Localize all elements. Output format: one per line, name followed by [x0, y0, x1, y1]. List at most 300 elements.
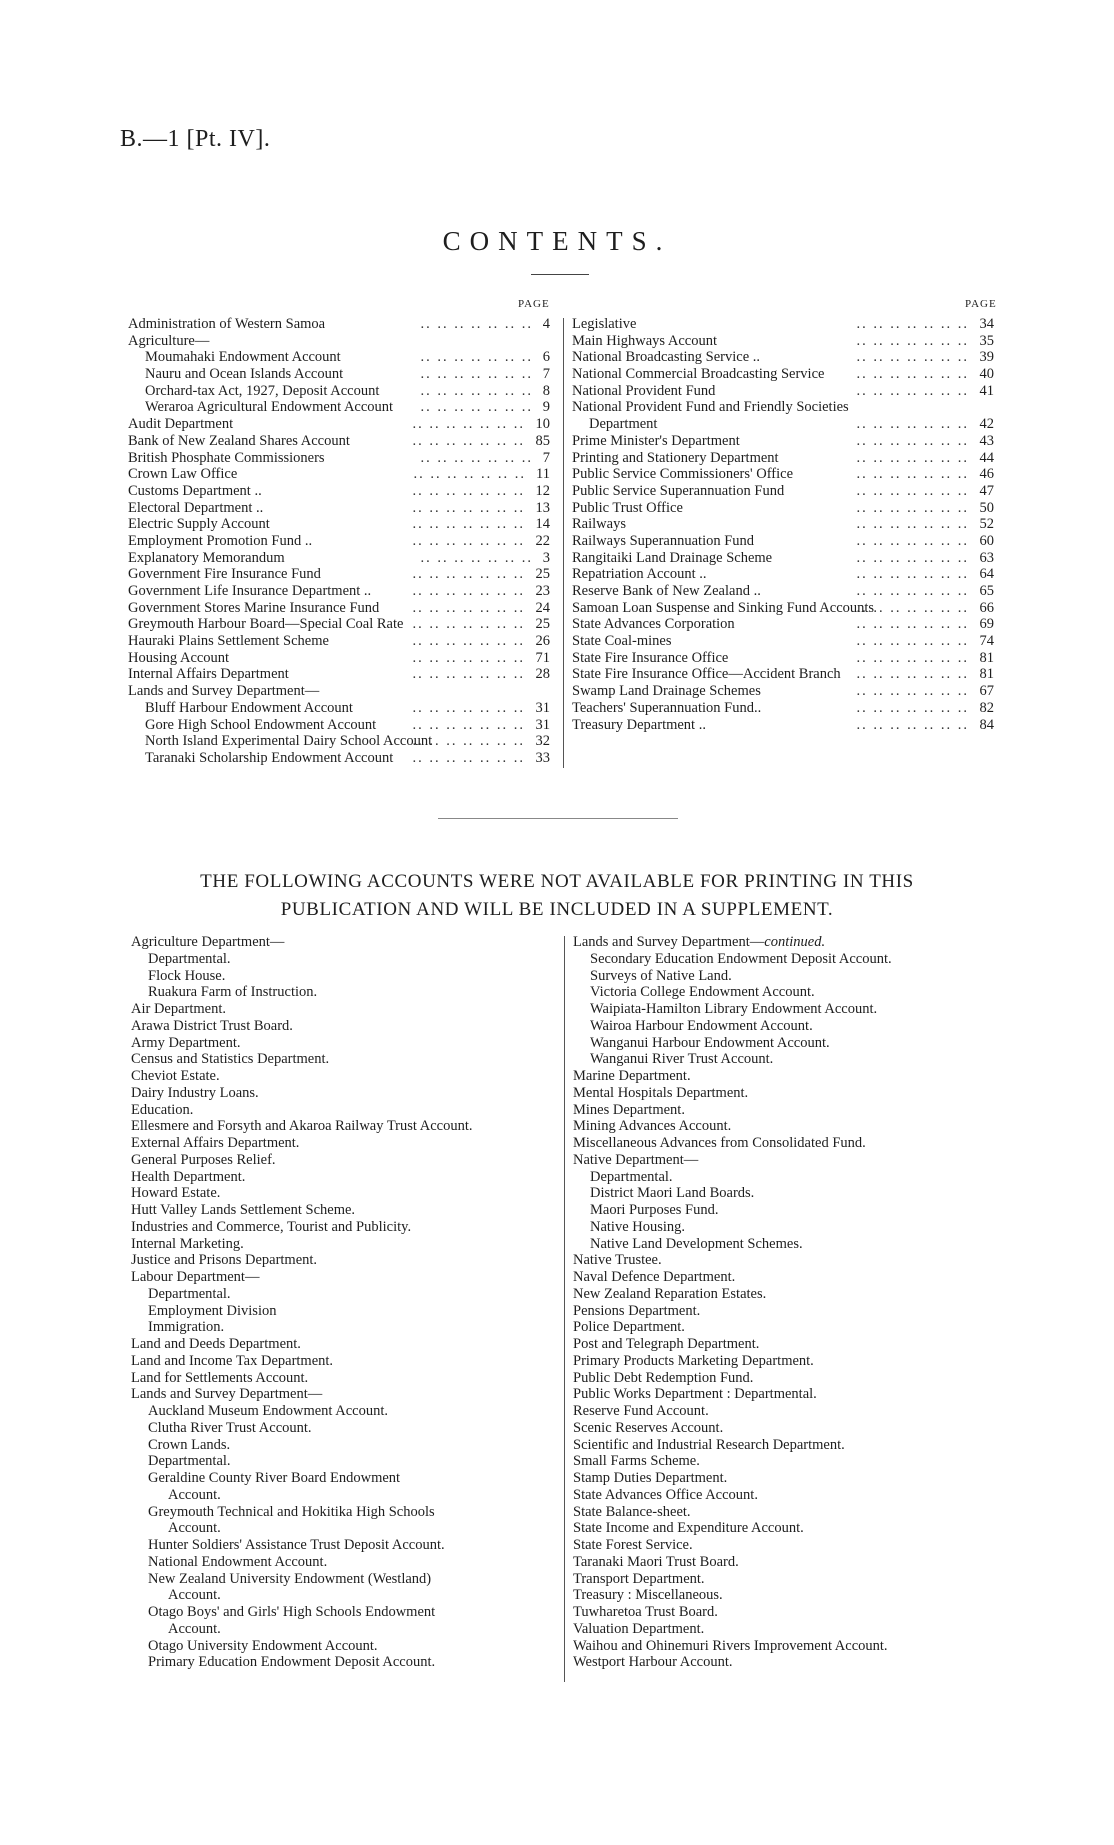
- list-item: [573, 951, 1003, 968]
- list-item-text: District Maori Land Boards.: [590, 1185, 755, 1202]
- contents-entry: [572, 316, 994, 333]
- contents-entry-page: 9: [542, 399, 550, 416]
- list-item-text: Scientific and Industrial Research Department.: [573, 1436, 845, 1453]
- list-item: [573, 1068, 1003, 1085]
- list-item: [131, 1403, 551, 1420]
- list-item: [573, 1554, 1003, 1571]
- contents-entry: [128, 516, 550, 533]
- list-item: [131, 1252, 551, 1269]
- leader-dots: .. .. .. .. .. .. ..: [856, 416, 969, 433]
- leader-dots: .. .. .. .. .. .. ..: [420, 449, 533, 466]
- leader-dots: .. .. .. .. .. .. ..: [856, 699, 969, 716]
- contents-entry: [128, 333, 550, 350]
- contents-entry: [572, 333, 994, 350]
- list-item-text: State Forest Service.: [573, 1537, 693, 1553]
- list-item: [573, 1202, 1003, 1219]
- list-item: [131, 1068, 551, 1085]
- list-item: [131, 1604, 551, 1638]
- contents-entry-page: 84: [979, 716, 994, 733]
- contents-entry-label: Hauraki Plains Settlement Scheme: [128, 633, 329, 650]
- list-item-text: Victoria College Endowment Account.: [590, 984, 815, 1001]
- list-item-text: National Endowment Account.: [148, 1553, 328, 1570]
- list-item: [573, 1319, 1003, 1336]
- list-item: [131, 1051, 551, 1068]
- list-item: [131, 1453, 551, 1470]
- leader-dots: .. .. .. .. .. .. ..: [412, 733, 525, 750]
- contents-entry-page: 35: [979, 332, 994, 349]
- list-item-text: Native Department—: [573, 1151, 699, 1168]
- contents-entry-label: Greymouth Harbour Board—Special Coal Rate: [128, 616, 404, 633]
- contents-entry-page: 34: [979, 316, 994, 332]
- contents-entry-page: 32: [535, 733, 550, 750]
- contents-entry: [572, 516, 994, 533]
- list-item-text: Clutha River Trust Account.: [148, 1419, 312, 1436]
- list-item-text: Native Trustee.: [573, 1252, 662, 1269]
- contents-entry: [128, 616, 550, 633]
- list-item-text: Wanganui River Trust Account.: [590, 1051, 774, 1068]
- leader-dots: .. .. .. .. .. .. ..: [856, 649, 969, 666]
- list-item-text: State Advances Office Account.: [573, 1486, 758, 1503]
- contents-entry: [128, 366, 550, 383]
- contents-entry-label: Explanatory Memorandum: [128, 549, 285, 566]
- list-item: [573, 1303, 1003, 1320]
- contents-entry-label: State Fire Insurance Office—Accident Branch: [572, 666, 841, 683]
- leader-dots: .. .. .. .. .. .. ..: [856, 583, 969, 599]
- contents-entry-label: Public Service Commissioners' Office: [572, 466, 794, 483]
- contents-entry-page: 33: [535, 749, 550, 766]
- leader-dots: .. .. .. .. .. .. ..: [420, 316, 533, 332]
- notice-line-1: THE FOLLOWING ACCOUNTS WERE NOT AVAILABLE FOR PRINTING IN THIS: [200, 871, 914, 892]
- contents-entry-label: Railways Superannuation Fund: [572, 532, 755, 549]
- contents-entry-label: North Island Experimental Dairy School Account: [145, 733, 433, 750]
- leader-dots: .. .. .. .. .. .. ..: [412, 633, 525, 650]
- list-item-text: Tuwharetoa Trust Board.: [573, 1604, 718, 1620]
- list-item-text: Ellesmere and Forsyth and Akaroa Railway Trust Account.: [131, 1118, 473, 1135]
- list-item-text: Dairy Industry Loans.: [131, 1084, 259, 1101]
- contents-entry-label: Printing and Stationery Department: [572, 449, 779, 466]
- document-reference: B.—1 [Pt. IV].: [120, 126, 271, 152]
- contents-entry-label: National Provident Fund and Friendly Societies: [572, 399, 849, 416]
- list-item: [131, 1638, 551, 1655]
- list-item: [573, 1587, 1003, 1604]
- leader-dots: .. .. .. .. .. .. ..: [412, 532, 525, 549]
- list-item-continuation: Account.: [168, 1587, 221, 1604]
- leader-dots: .. .. .. .. .. .. ..: [412, 416, 525, 433]
- contents-entry-page: 81: [979, 666, 994, 683]
- list-item-text: State Balance-sheet.: [573, 1503, 691, 1520]
- contents-entry: [572, 433, 994, 450]
- leader-dots: .. .. .. .. .. .. ..: [420, 399, 533, 416]
- list-item: [573, 1236, 1003, 1253]
- list-item: [131, 1085, 551, 1102]
- leader-dots: .. .. .. .. .. .. ..: [420, 366, 533, 383]
- list-item-text: General Purposes Relief.: [131, 1151, 276, 1168]
- list-item-text: Greymouth Technical and Hokitika High Schools: [148, 1503, 435, 1520]
- leader-dots: .. .. .. .. .. .. ..: [412, 583, 525, 599]
- list-item-text: Public Works Department : Departmental.: [573, 1386, 817, 1403]
- contents-entry-page: 3: [542, 549, 550, 566]
- list-item: [573, 1336, 1003, 1353]
- list-item-text: Internal Marketing.: [131, 1235, 244, 1252]
- list-item: [573, 1135, 1003, 1152]
- contents-entry-page: 69: [979, 616, 994, 633]
- list-item-text: Reserve Fund Account.: [573, 1403, 709, 1419]
- contents-entry-label: National Provident Fund: [572, 382, 716, 399]
- contents-entry: [128, 700, 550, 717]
- leader-dots: .. .. .. .. .. .. ..: [413, 466, 526, 483]
- contents-entry: [128, 533, 550, 550]
- contents-entry: [128, 500, 550, 517]
- list-item-text: Primary Products Marketing Department.: [573, 1352, 814, 1369]
- list-item-text: Departmental.: [148, 950, 231, 967]
- list-item: [131, 1135, 551, 1152]
- leader-dots: .. .. .. .. .. .. ..: [856, 449, 969, 466]
- contents-entry-label: Agriculture—: [128, 332, 210, 349]
- list-item: [131, 934, 551, 951]
- list-item: [131, 1236, 551, 1253]
- list-item: [573, 1286, 1003, 1303]
- list-item: [573, 1654, 1003, 1671]
- leader-dots: .. .. .. .. .. .. ..: [420, 349, 533, 366]
- list-item-text: Police Department.: [573, 1319, 685, 1336]
- contents-entry-label: Main Highways Account: [572, 332, 717, 349]
- contents-entry-label: Railways: [572, 516, 626, 533]
- leader-dots: .. .. .. .. .. .. ..: [412, 599, 525, 616]
- contents-entry-label: Administration of Western Samoa: [128, 316, 326, 332]
- list-item: [573, 1571, 1003, 1588]
- list-item: [573, 1470, 1003, 1487]
- leader-dots: .. .. .. .. .. .. ..: [856, 716, 969, 733]
- contents-entry-label: Government Stores Marine Insurance Fund: [128, 599, 380, 616]
- contents-entry: [572, 550, 994, 567]
- contents-entry: [572, 566, 994, 583]
- contents-entry-page: 44: [979, 449, 994, 466]
- contents-entry-page: 85: [535, 432, 550, 449]
- contents-entry-label: State Advances Corporation: [572, 616, 735, 633]
- list-item: [573, 1001, 1003, 1018]
- contents-entry-label: Legislative: [572, 316, 637, 332]
- list-item-emphasis: continued.: [764, 934, 826, 950]
- leader-dots: .. .. .. .. .. .. ..: [412, 616, 525, 633]
- list-item: [573, 1035, 1003, 1052]
- list-item-text: Surveys of Native Land.: [590, 967, 732, 984]
- contents-entry: [128, 633, 550, 650]
- contents-entry-label: Rangitaiki Land Drainage Scheme: [572, 549, 773, 566]
- leader-dots: .. .. .. .. .. .. ..: [420, 382, 533, 399]
- contents-entry-label: Repatriation Account ..: [572, 566, 707, 583]
- list-item: [131, 1571, 551, 1605]
- contents-entry-page: 25: [535, 616, 550, 633]
- list-item: [131, 1386, 551, 1403]
- list-item-text: Mining Advances Account.: [573, 1118, 732, 1135]
- list-item: [131, 1353, 551, 1370]
- list-item: [573, 1185, 1003, 1202]
- leader-dots: .. .. .. .. .. .. ..: [856, 316, 969, 332]
- list-item: [131, 1102, 551, 1119]
- list-item: [131, 1152, 551, 1169]
- list-item-text: Cheviot Estate.: [131, 1068, 220, 1084]
- list-item: [573, 1638, 1003, 1655]
- list-item: [131, 1018, 551, 1035]
- contents-entry-label: Treasury Department ..: [572, 716, 706, 733]
- list-item-text: Transport Department.: [573, 1570, 705, 1587]
- list-item-text: Post and Telegraph Department.: [573, 1336, 760, 1352]
- list-item: [573, 1169, 1003, 1186]
- contents-entry-label: Government Life Insurance Department ..: [128, 583, 372, 599]
- leader-dots: .. .. .. .. .. .. ..: [412, 432, 525, 449]
- contents-entry: [572, 616, 994, 633]
- list-item-text: Native Housing.: [590, 1218, 686, 1235]
- contents-entry-page: 10: [535, 416, 550, 433]
- list-item: [573, 968, 1003, 985]
- leader-dots: .. .. .. .. .. .. ..: [412, 566, 525, 583]
- contents-entry-label: Teachers' Superannuation Fund..: [572, 699, 762, 716]
- leader-dots: .. .. .. .. .. .. ..: [856, 549, 969, 566]
- contents-entry-page: 71: [535, 649, 550, 666]
- list-item-text: Howard Estate.: [131, 1185, 221, 1202]
- contents-entry: [128, 650, 550, 667]
- contents-entry-label: State Fire Insurance Office: [572, 649, 729, 666]
- list-item: [131, 1269, 551, 1286]
- contents-entry: [572, 700, 994, 717]
- contents-entry-page: 60: [979, 532, 994, 549]
- list-item-continuation: Account.: [168, 1486, 221, 1503]
- list-item-text: Labour Department—: [131, 1269, 260, 1285]
- list-item-text: Hutt Valley Lands Settlement Scheme.: [131, 1202, 356, 1218]
- contents-entry: [572, 533, 994, 550]
- list-item: [573, 1018, 1003, 1035]
- notice-line-2: PUBLICATION AND WILL BE INCLUDED IN A SUPPLEMENT.: [280, 899, 834, 920]
- list-item-text: State Income and Expenditure Account.: [573, 1520, 804, 1537]
- contents-entry-page: 4: [542, 316, 550, 332]
- contents-entry: [128, 733, 550, 750]
- contents-entry-label: Prime Minister's Department: [572, 432, 740, 449]
- list-item-text: Maori Purposes Fund.: [590, 1202, 719, 1218]
- contents-entry-page: 52: [979, 516, 994, 533]
- list-item: [131, 1219, 551, 1236]
- list-item-text: Public Debt Redemption Fund.: [573, 1369, 754, 1386]
- list-item: [573, 1487, 1003, 1504]
- list-item: [573, 1504, 1003, 1521]
- list-item: [131, 984, 551, 1001]
- section-separator: [438, 818, 678, 819]
- contents-entry-label: Electoral Department ..: [128, 499, 264, 516]
- list-item: [131, 1370, 551, 1387]
- list-item-text: Air Department.: [131, 1001, 227, 1017]
- contents-entry-page: 66: [979, 599, 994, 616]
- leader-dots: .. .. .. .. .. .. ..: [856, 566, 969, 583]
- contents-entry: [572, 483, 994, 500]
- list-item: [573, 1420, 1003, 1437]
- list-item-text: Otago University Endowment Account.: [148, 1637, 378, 1654]
- contents-entry-page: 39: [979, 349, 994, 366]
- contents-entry-label: Swamp Land Drainage Schemes: [572, 683, 761, 700]
- list-item: [573, 1102, 1003, 1119]
- list-item: [573, 1085, 1003, 1102]
- contents-entry-label: Moumahaki Endowment Account: [145, 349, 341, 366]
- list-item: [573, 1386, 1003, 1403]
- list-item-text: Arawa District Trust Board.: [131, 1017, 293, 1034]
- leader-dots: .. .. .. .. .. .. ..: [856, 482, 969, 499]
- list-item-text: Treasury : Miscellaneous.: [573, 1587, 723, 1604]
- contents-entry: [128, 583, 550, 600]
- list-item-text: Pensions Department.: [573, 1302, 701, 1319]
- list-item: [131, 1286, 551, 1303]
- list-item-text: Auckland Museum Endowment Account.: [148, 1403, 389, 1419]
- list-item: [131, 1202, 551, 1219]
- list-item: [131, 1654, 551, 1671]
- list-item-text: Departmental.: [148, 1285, 231, 1302]
- list-item-text: Marine Department.: [573, 1068, 691, 1084]
- contents-entry: [128, 466, 550, 483]
- leader-dots: .. .. .. .. .. .. ..: [412, 482, 525, 499]
- list-item-text: Wairoa Harbour Endowment Account.: [590, 1017, 813, 1034]
- list-item: [131, 1185, 551, 1202]
- leader-dots: .. .. .. .. .. .. ..: [412, 649, 525, 666]
- unavailable-notice: [118, 868, 996, 924]
- list-item-text: New Zealand Reparation Estates.: [573, 1285, 767, 1302]
- leader-dots: .. .. .. .. .. .. ..: [856, 599, 969, 616]
- list-item-continuation: Account.: [168, 1520, 221, 1537]
- list-item-text: Hunter Soldiers' Assistance Trust Deposit Account.: [148, 1537, 445, 1553]
- contents-entry: [128, 750, 550, 767]
- list-item-text: Immigration.: [148, 1319, 225, 1336]
- contents-entry: [128, 550, 550, 567]
- contents-entry: [572, 633, 994, 650]
- contents-column-divider: [563, 318, 564, 768]
- list-item-text: Mental Hospitals Department.: [573, 1084, 749, 1101]
- contents-entry-label: Crown Law Office: [128, 466, 238, 483]
- list-item: [131, 968, 551, 985]
- contents-entry-page: 42: [979, 416, 994, 433]
- contents-entry-page: 23: [535, 583, 550, 599]
- contents-entry: [128, 666, 550, 683]
- list-item-text: Scenic Reserves Account.: [573, 1419, 724, 1436]
- contents-entry: [572, 450, 994, 467]
- title-underline: [531, 274, 589, 275]
- contents-entry: [572, 650, 994, 667]
- contents-entry-page: 26: [535, 633, 550, 650]
- list-item: [573, 1051, 1003, 1068]
- leader-dots: .. .. .. .. .. .. ..: [412, 516, 525, 533]
- contents-entry-label: Lands and Survey Department—: [128, 683, 320, 700]
- contents-entry-label: Gore High School Endowment Account: [145, 716, 377, 733]
- list-item-text: Employment Division: [148, 1302, 277, 1319]
- contents-entry: [128, 566, 550, 583]
- contents-entry: [128, 450, 550, 467]
- contents-entry-label: Bluff Harbour Endowment Account: [145, 699, 353, 716]
- contents-entry-label: Orchard-tax Act, 1927, Deposit Account: [145, 382, 380, 399]
- list-item-text: Valuation Department.: [573, 1620, 705, 1637]
- leader-dots: .. .. .. .. .. .. ..: [856, 366, 969, 383]
- contents-entry: [128, 399, 550, 416]
- list-item-text: Geraldine County River Board Endowment: [148, 1470, 401, 1486]
- contents-entry: [128, 433, 550, 450]
- leader-dots: .. .. .. .. .. .. ..: [856, 516, 969, 533]
- list-item: [573, 1252, 1003, 1269]
- list-item-text: External Affairs Department.: [131, 1135, 300, 1151]
- contents-entry-label: Department: [589, 416, 658, 433]
- leader-dots: .. .. .. .. .. .. ..: [856, 499, 969, 516]
- contents-entry-label: Taranaki Scholarship Endowment Account: [145, 749, 394, 766]
- list-item-text: Ruakura Farm of Instruction.: [148, 984, 318, 1001]
- contents-entry: [128, 316, 550, 333]
- leader-dots: .. .. .. .. .. .. ..: [856, 349, 969, 366]
- contents-entry-label: National Broadcasting Service ..: [572, 349, 761, 366]
- contents-entry-label: Internal Affairs Department: [128, 666, 289, 683]
- list-item-text: Primary Education Endowment Deposit Account.: [148, 1654, 436, 1671]
- list-item: [573, 1353, 1003, 1370]
- page-column-label-right: PAGE: [965, 298, 997, 310]
- contents-entry-page: 13: [535, 499, 550, 516]
- list-item-text: Health Department.: [131, 1168, 246, 1185]
- list-item: [131, 1437, 551, 1454]
- list-item: [131, 1118, 551, 1135]
- unavailable-column-divider: [564, 936, 565, 1682]
- contents-left-column: [128, 316, 550, 767]
- contents-entry: [572, 349, 994, 366]
- contents-entry-page: 74: [979, 633, 994, 650]
- leader-dots: .. .. .. .. .. .. ..: [412, 749, 525, 766]
- list-item-text: Waipiata-Hamilton Library Endowment Account.: [590, 1001, 878, 1017]
- contents-entry: [128, 600, 550, 617]
- leader-dots: .. .. .. .. .. .. ..: [412, 716, 525, 733]
- list-item-text: New Zealand University Endowment (Westland): [148, 1570, 432, 1587]
- list-item: [131, 1420, 551, 1437]
- list-item: [573, 1403, 1003, 1420]
- list-item-continuation: Account.: [168, 1620, 221, 1637]
- list-item: [573, 984, 1003, 1001]
- list-item-text: Land for Settlements Account.: [131, 1369, 309, 1386]
- list-item-text: Stamp Duties Department.: [573, 1470, 728, 1486]
- unavailable-right-column: [573, 934, 1003, 1671]
- leader-dots: .. .. .. .. .. .. ..: [856, 332, 969, 349]
- leader-dots: .. .. .. .. .. .. ..: [856, 432, 969, 449]
- contents-entry: [572, 399, 994, 416]
- contents-entry-page: 14: [535, 516, 550, 533]
- list-item: [573, 1537, 1003, 1554]
- contents-entry-label: Government Fire Insurance Fund: [128, 566, 321, 583]
- contents-entry-label: Reserve Bank of New Zealand ..: [572, 583, 761, 599]
- list-item: [131, 1001, 551, 1018]
- list-item: [131, 1319, 551, 1336]
- contents-entry-label: Customs Department ..: [128, 482, 262, 499]
- list-item-text: Native Land Development Schemes.: [590, 1235, 803, 1252]
- list-item-text: Otago Boys' and Girls' High Schools Endowment: [148, 1604, 436, 1620]
- leader-dots: .. .. .. .. .. .. ..: [412, 699, 525, 716]
- list-item-text: Mines Department.: [573, 1101, 685, 1118]
- contents-entry: [128, 383, 550, 400]
- list-item-text: Westport Harbour Account.: [573, 1654, 733, 1671]
- contents-entry-page: 8: [542, 382, 550, 399]
- list-item-text: Flock House.: [148, 967, 226, 984]
- contents-entry-page: 28: [535, 666, 550, 683]
- contents-entry-label: National Commercial Broadcasting Service: [572, 366, 825, 383]
- contents-entry-page: 64: [979, 566, 994, 583]
- leader-dots: .. .. .. .. .. .. ..: [420, 549, 533, 566]
- contents-entry: [572, 466, 994, 483]
- contents-entry: [572, 416, 994, 433]
- contents-entry: [128, 349, 550, 366]
- contents-entry-page: 7: [542, 449, 550, 466]
- contents-entry-page: 24: [535, 599, 550, 616]
- list-item-text: Lands and Survey Department—: [131, 1386, 323, 1403]
- list-item: [131, 951, 551, 968]
- contents-entry-page: 6: [542, 349, 550, 366]
- contents-entry: [572, 666, 994, 683]
- contents-entry-label: Electric Supply Account: [128, 516, 270, 533]
- list-item: [131, 1470, 551, 1504]
